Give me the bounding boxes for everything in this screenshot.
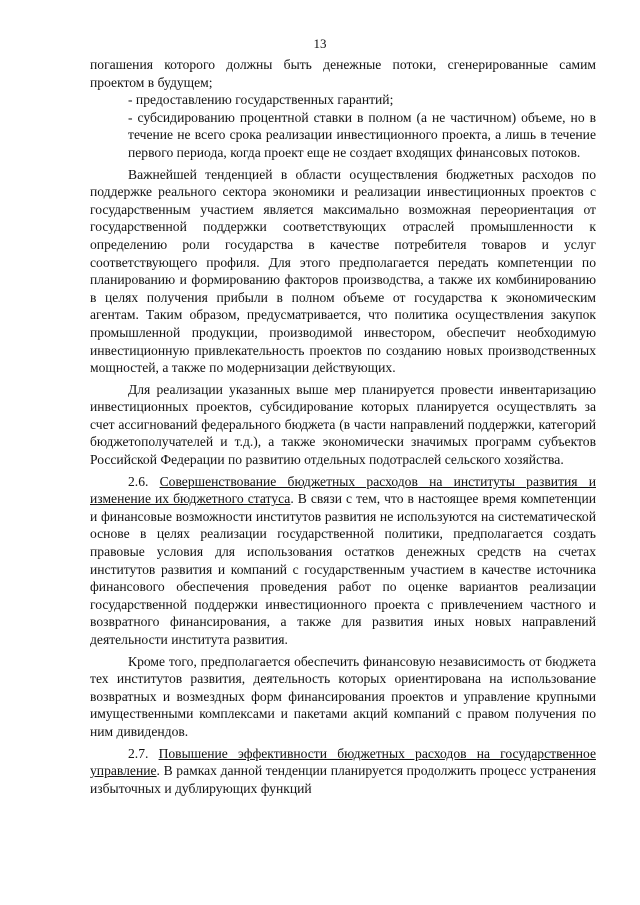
list-item-state-guarantees: - предоставлению государственных гарантий; [128, 92, 394, 108]
section-2-6-body: . В связи с тем, что в настоящее время компетенции и финансовые возможности институтов развития не используются на систематической основе в целях реализации государственной политики, предполагается создать правовые условия для использования остатков денежных средств на счетах институтов развития и компаний с государственным участием в качестве источника финансового обеспечения проведения работ по оценке вариантов реализации государственной поддержки инвестиционного проекта с привлечением частного и возвратного финансирования, а также для развития иных новых направлений деятельности института развития. [90, 491, 597, 647]
section-2-7-number: 2.7. [128, 745, 149, 761]
section-2-7 [90, 745, 596, 798]
paragraph-main-trend: Важнейшей тенденцией в области осуществления бюджетных расходов по поддержке реального сектора экономики и реализации инвестиционных проектов с государственным участием является максимально возможная переориентация от государственной поддержки соответствующих отраслей промышленности к определению роли государства в качестве потребителя товаров и услуг соответствующего профиля. Для этого предполагается передать компетенции по планированию и формированию факторов производства, а также их комбинированию в целях получения прибыли в полном объеме от государства к экономическим агентам. Таким образом, предусматривается, что политика осуществления закупок промышленной продукции, производимой инвестором, обеспечит необходимую инвестиционную привлекательность проектов по созданию новых производственных мощностей, а также по модернизации действующих. [90, 166, 596, 376]
section-2-6-title: Совершенствование бюджетных расходов на институты развития и изменение их бюджетного статуса [90, 473, 596, 507]
section-2-6-number: 2.6. [128, 473, 149, 489]
page-number: 13 [313, 36, 327, 51]
document-body [90, 56, 596, 797]
paragraph-besides: Кроме того, предполагается обеспечить финансовую независимость от бюджета тех институтов развития, деятельность которых ориентирована на использование возвратных и возмездных форм финансирования проектов и управление крупными имущественными комплексами и пакетами акций компаний с правом получения по ним дивидендов. [90, 653, 596, 739]
section-2-7-title: Повышение эффективности бюджетных расходов на государственное управление [90, 745, 596, 779]
section-2-7-body: . В рамках данной тенденции планируется продолжить процесс устранения избыточных и дублирующих функций [90, 763, 596, 796]
paragraph-continuation: погашения которого должны быть денежные потоки, сгенерированные самим проектом в будущем; [90, 57, 596, 90]
paragraph-inventory: Для реализации указанных выше мер планируется провести инвентаризацию инвестиционных проектов, субсидирование которых планируется осуществлять за счет ассигнований федерального бюджета (в части направлений поддержки, категорий бюджетополучателей и т.д.), а также экономически значимых программ субъектов Российской Федерации по развитию отдельных подотраслей сельского хозяйства. [90, 381, 596, 468]
section-2-6 [90, 473, 596, 649]
list-item-interest-subsidy: - субсидированию процентной ставки в полном (а не частичном) объеме, но в течение не всего срока реализации инвестиционного проекта, а лишь в течение первого периода, когда проект еще не создает входящих финансовых потоков. [128, 109, 596, 160]
